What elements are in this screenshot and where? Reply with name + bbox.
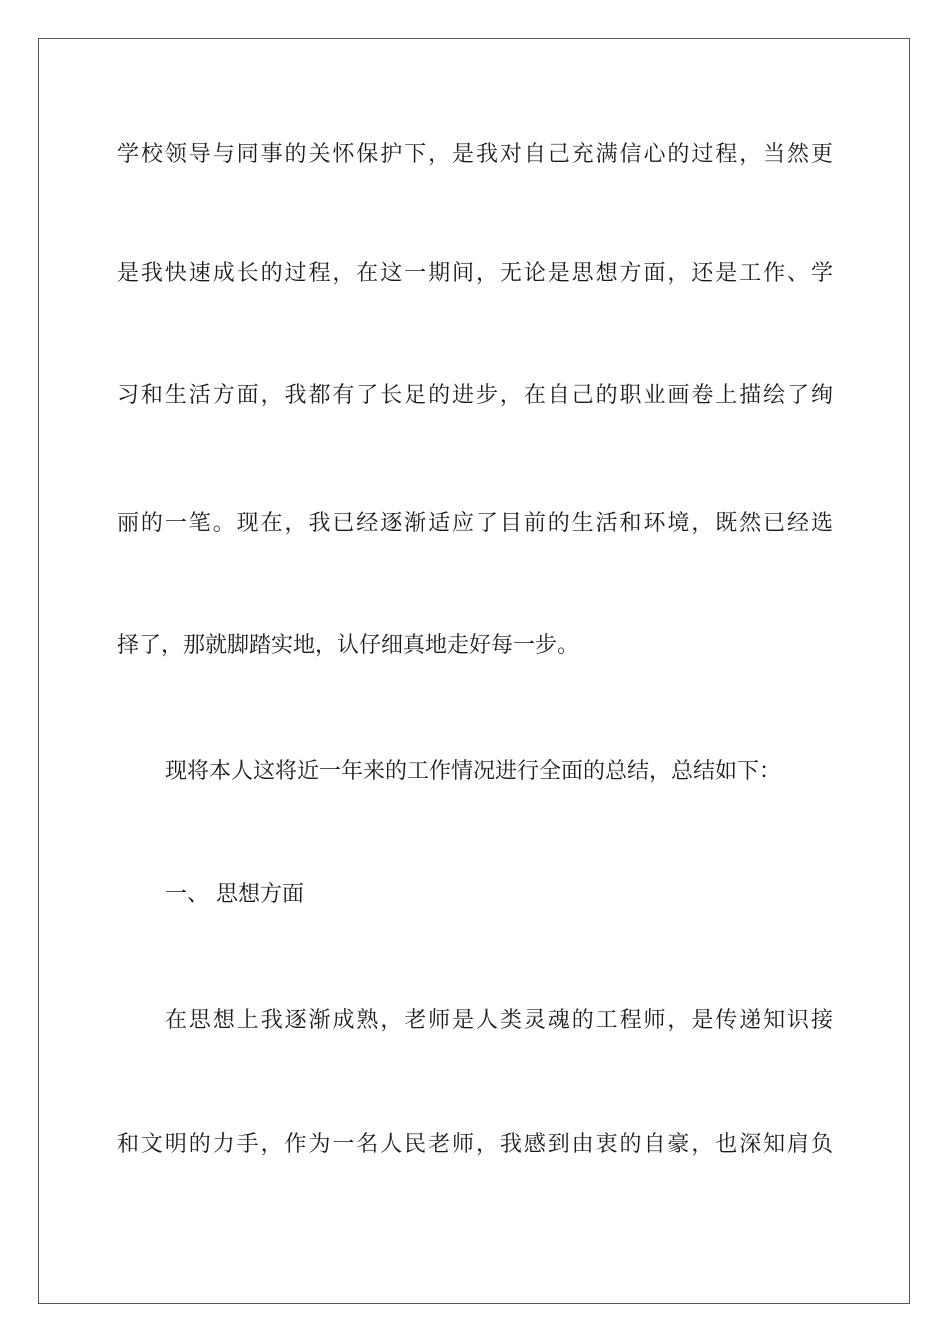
summary-intro-line: 现将本人这将近一年来的工作情况进行全面的总结，总结如下： [165, 759, 782, 784]
body-text-line-1: 学校领导与同事的关怀保护下，是我对自己充满信心的过程，当然更 [117, 142, 833, 167]
body-text-line-2: 是我快速成长的过程，在这一期间，无论是思想方面，还是工作、学 [117, 261, 833, 286]
body-text-line-4: 丽的一笔。现在，我已经逐渐适应了目前的生活和环境，既然已经选 [117, 511, 833, 536]
page-border [38, 38, 910, 1304]
section-text-line-1: 在思想上我逐渐成熟，老师是人类灵魂的工程师，是传递知识接 [165, 1008, 833, 1033]
section-heading: 一、 思想方面 [165, 882, 304, 907]
section-text-line-2: 和文明的力手，作为一名人民老师，我感到由衷的自豪，也深知肩负 [117, 1132, 833, 1157]
body-text-line-5: 择了，那就脚踏实地，认仔细真地走好每一步。 [117, 633, 580, 658]
body-text-line-3: 习和生活方面，我都有了长足的进步，在自己的职业画卷上描绘了绚 [117, 383, 833, 408]
